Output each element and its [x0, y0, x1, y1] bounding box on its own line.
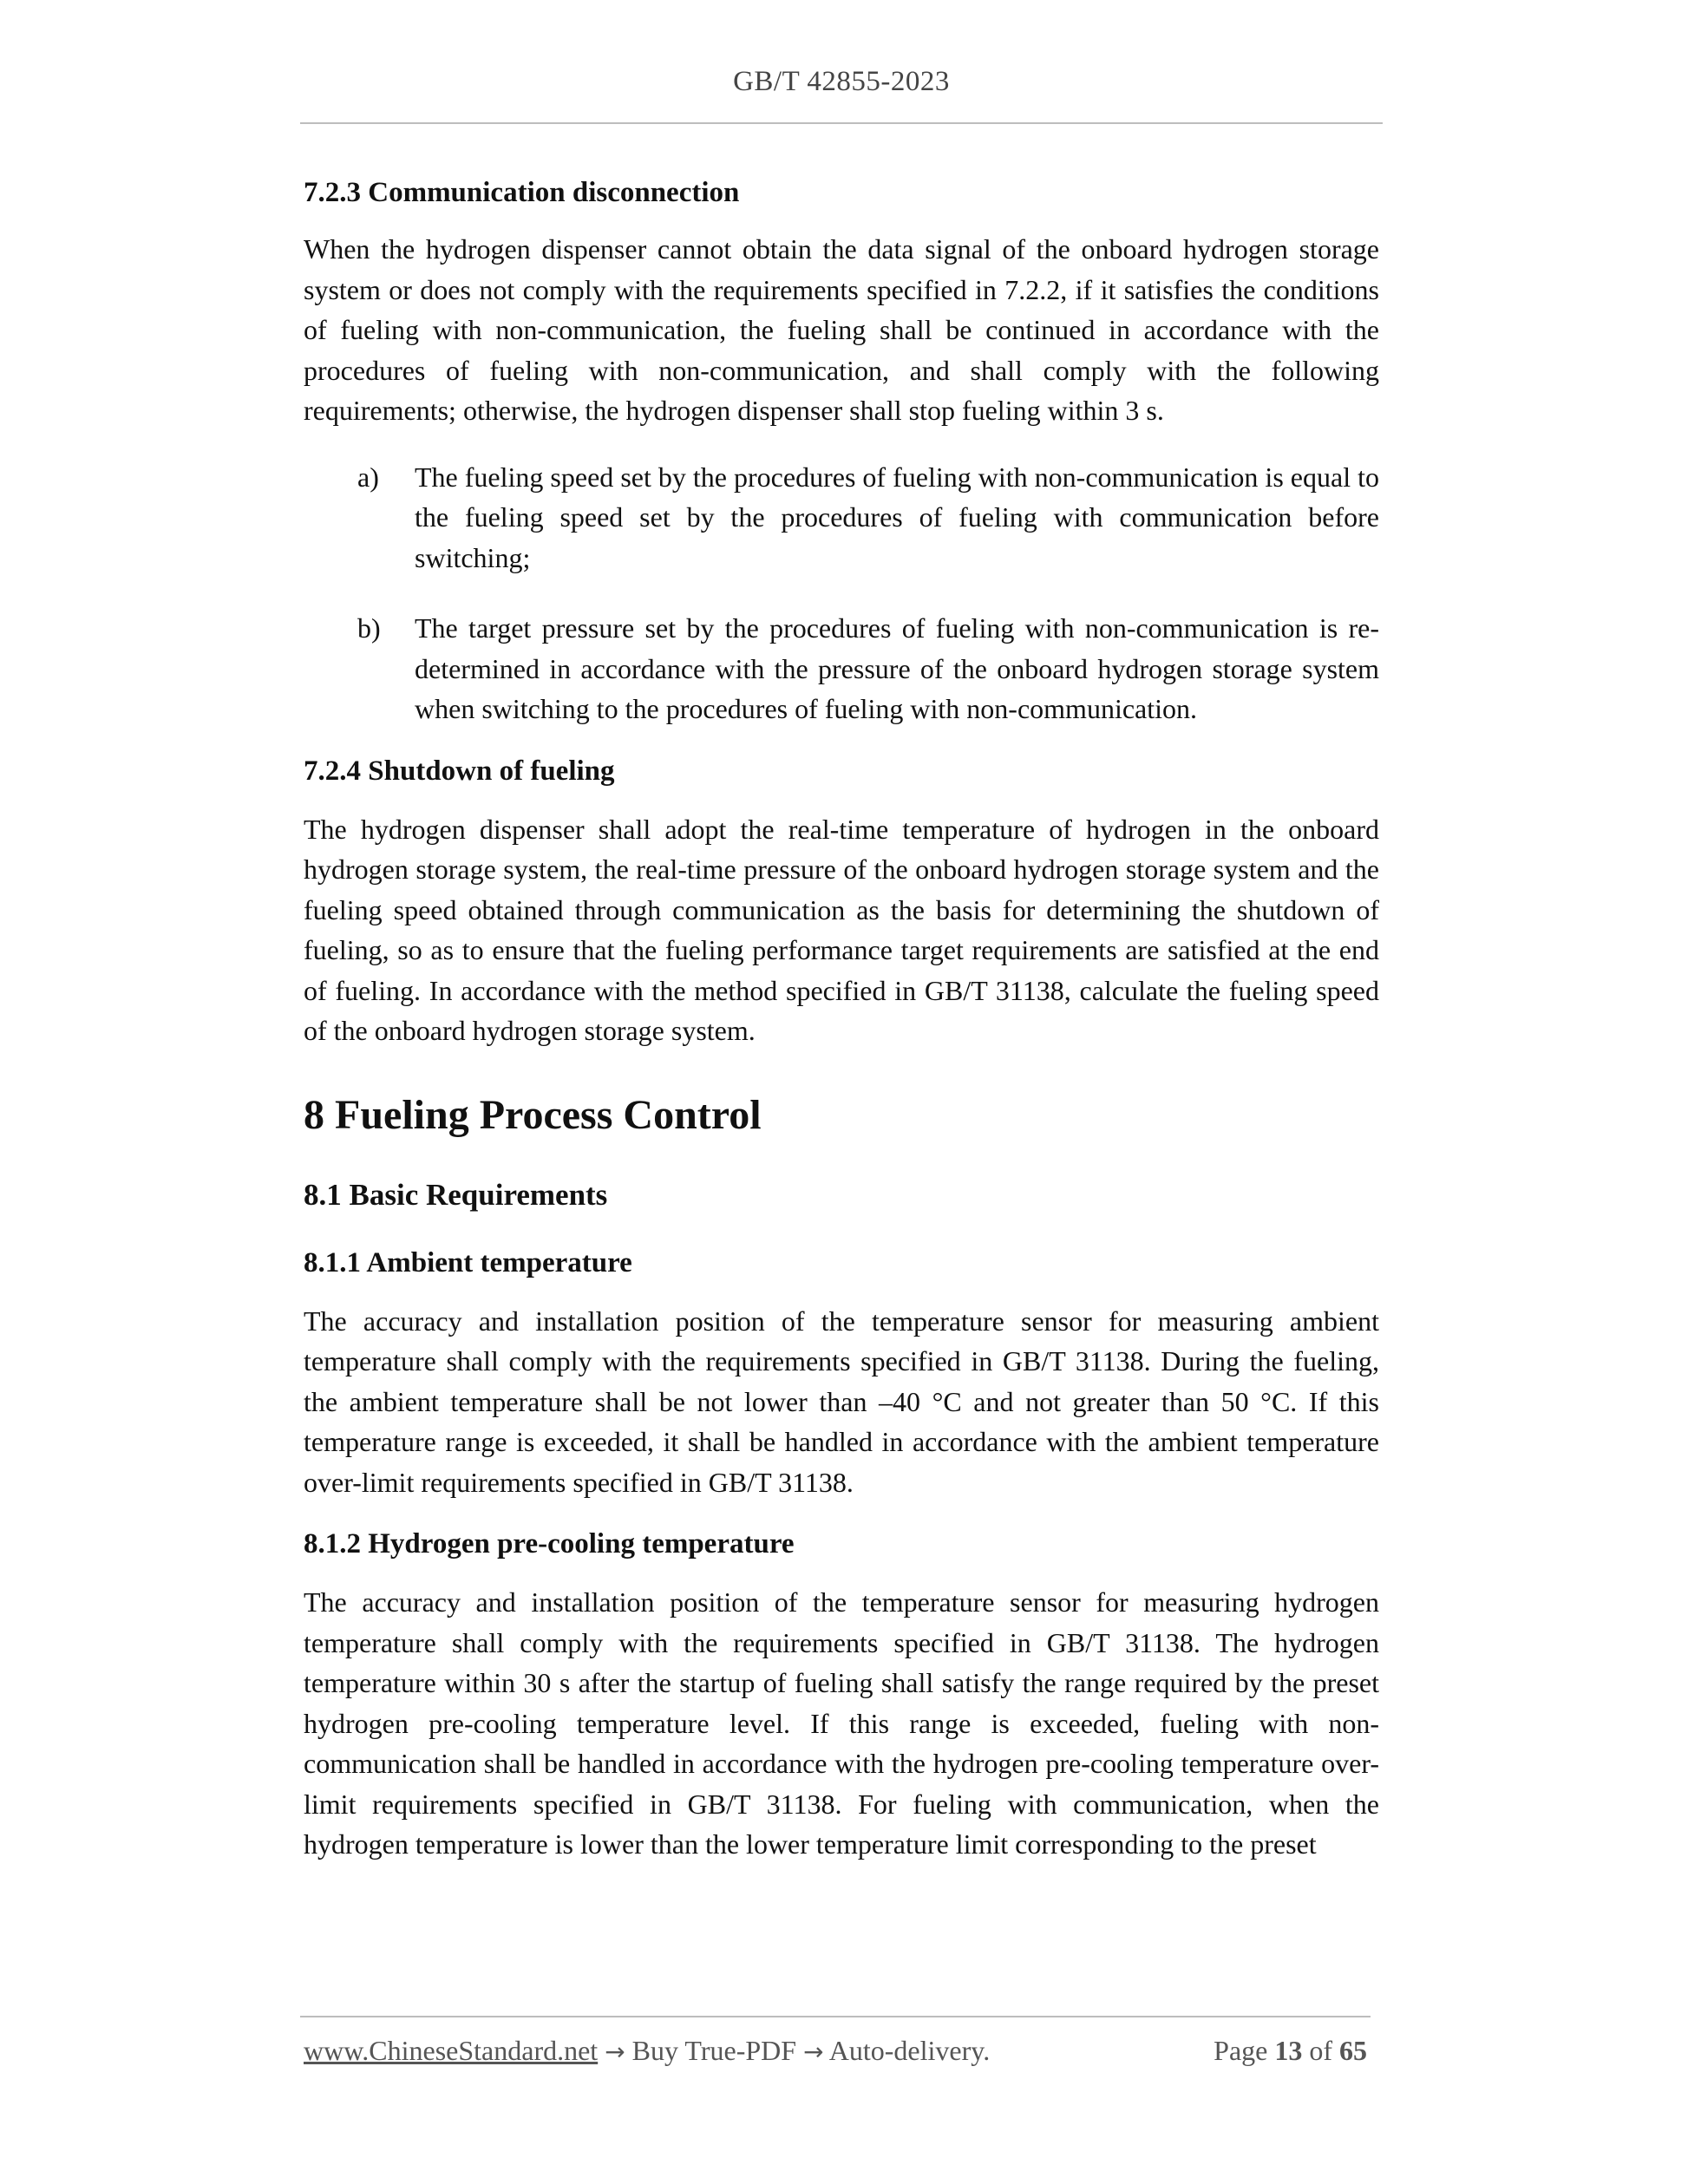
section-8-1-1-paragraph: The accuracy and installation position of the temperature sensor for measuring ambient temperature shall comply with the requirements specified in GB/T 31138. During the fueling, the ambient temperature shall be not lower than –40 °C and not greater than 50 °C. If this temperature range is exceeded, it shall be handled in accordance with the ambient temperature over-limit requirements specified in GB/T 31138.	[304, 1305, 1379, 1498]
section-7-2-3-paragraph: When the hydrogen dispenser cannot obtain the data signal of the onboard hydrogen storage system or does not comply with the requirements specified in 7.2.2, if it satisfies the conditions of fueling with non-communication, the fueling shall be continued in accordance with the procedures of fueling with non-communication, and shall comply with the following requirements; otherwise, the hydrogen dispenser shall stop fueling within 3 s.	[304, 233, 1379, 426]
running-header: GB/T 42855-2023	[733, 66, 950, 97]
page-total: 65	[1339, 2035, 1367, 2066]
list-marker: b)	[357, 612, 381, 644]
section-8-1-heading: 8.1 Basic Requirements	[304, 1177, 608, 1212]
section-7-2-4-heading: 7.2.4 Shutdown of fueling	[304, 755, 615, 787]
section-8-1-2-heading: 8.1.2 Hydrogen pre-cooling temperature	[304, 1528, 795, 1560]
chapter-8-heading: 8 Fueling Process Control	[304, 1091, 762, 1138]
page-label: Page	[1214, 2035, 1268, 2066]
footer-left	[304, 2035, 990, 2067]
list-marker: a)	[357, 461, 379, 493]
section-8-1-2-paragraph: The accuracy and installation position of the temperature sensor for measuring hydrogen temperature shall comply with the requirements specified in GB/T 31138. The hydrogen temperature within 30 s after the startup of fueling shall satisfy the range required by the preset hydrogen pre-cooling temperature level. If this range is exceeded, fueling with non-communication shall be handled in accordance with the hydrogen pre-cooling temperature over-limit requirements specified in GB/T 31138. For fueling with communication, when the hydrogen temperature is lower than the lower temperature limit corresponding to the preset	[304, 1586, 1379, 1860]
header-divider	[300, 122, 1383, 124]
list-item-text: The fueling speed set by the procedures of fueling with non-communication is equal to the fueling speed set by the procedures of fueling with communication before switching;	[415, 461, 1379, 573]
page-current: 13	[1274, 2035, 1303, 2066]
footer-divider	[300, 2016, 1371, 2017]
list-item-text: The target pressure set by the procedures of fueling with non-communication is re-determined in accordance with the pressure of the onboard hydrogen storage system when switching to the procedures of fueling with non-communication.	[415, 612, 1379, 724]
section-7-2-4-paragraph: The hydrogen dispenser shall adopt the real-time temperature of hydrogen in the onboard hydrogen storage system, the real-time pressure of the onboard hydrogen storage system and the fueling speed obtained through communication as the basis for determining the shutdown of fueling, so as to ensure that the fueling performance target requirements are satisfied at the end of fueling. In accordance with the method specified in GB/T 31138, calculate the fueling speed of the onboard hydrogen storage system.	[304, 813, 1379, 1046]
arrow-right-icon: →	[605, 2037, 625, 2066]
section-8-1-1-heading: 8.1.1 Ambient temperature	[304, 1246, 632, 1278]
list-item	[304, 608, 1379, 729]
page-footer	[304, 2035, 1367, 2067]
requirements-list	[304, 457, 1379, 729]
page-of-label: of	[1309, 2035, 1332, 2066]
delivery-text: Auto-delivery.	[828, 2035, 991, 2066]
page-content	[304, 170, 1379, 1865]
page-number	[1214, 2035, 1367, 2067]
arrow-right-icon: →	[803, 2037, 824, 2066]
list-item	[304, 457, 1379, 579]
buy-text: Buy True-PDF	[631, 2035, 797, 2066]
site-link[interactable]: www.ChineseStandard.net	[304, 2035, 599, 2066]
section-7-2-3-heading: 7.2.3 Communication disconnection	[304, 177, 740, 208]
